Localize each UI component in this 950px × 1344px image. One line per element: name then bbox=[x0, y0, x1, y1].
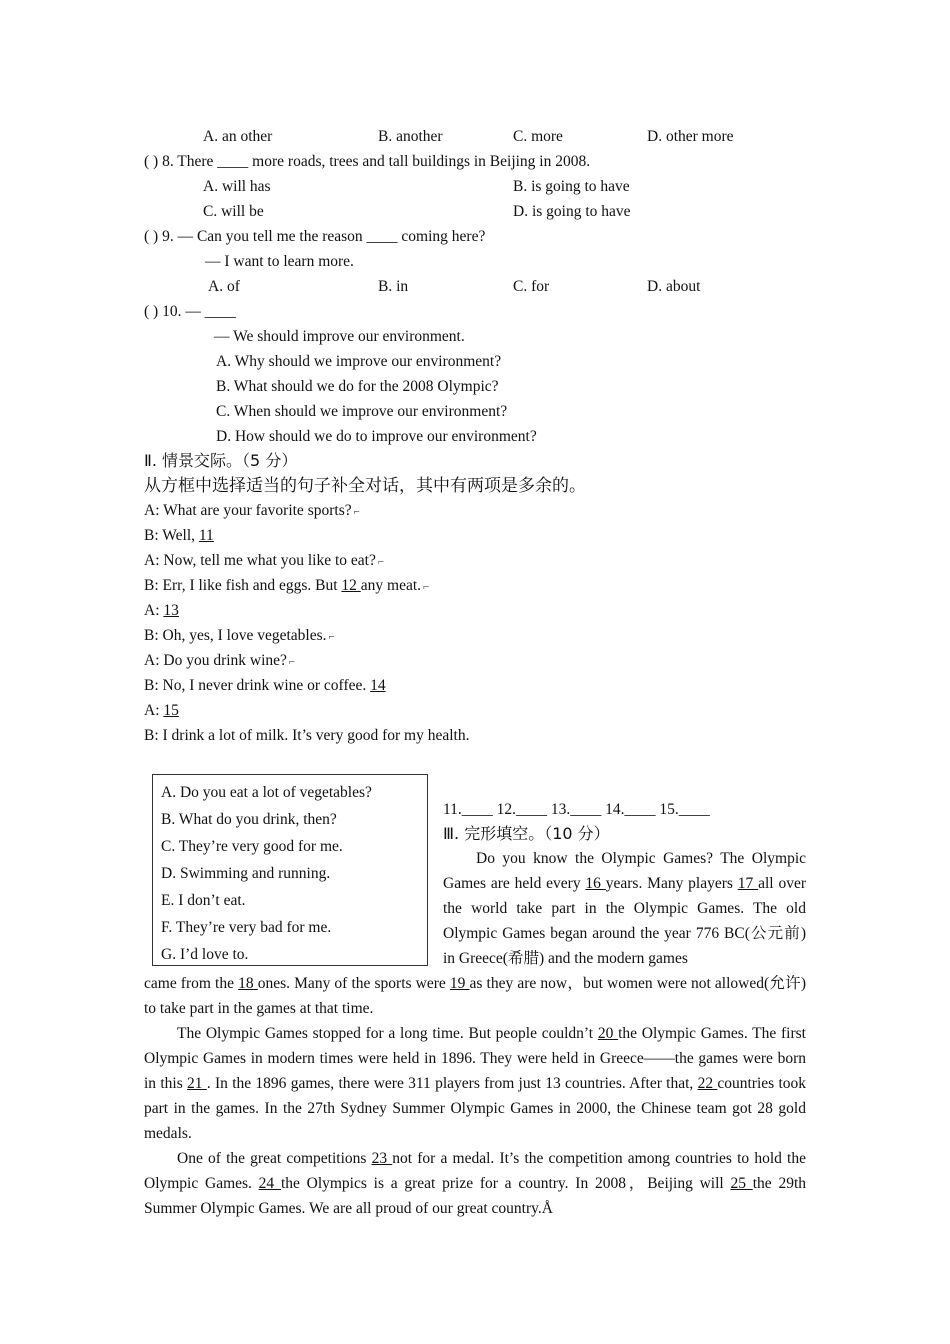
q7-option-b: B. another bbox=[378, 128, 443, 145]
q10-reply: — We should improve our environment. bbox=[214, 328, 465, 345]
option-item: G. I’d love to. bbox=[161, 946, 249, 963]
q9-stem: ( ) 9. — Can you tell me the reason ____ coming here? bbox=[144, 228, 486, 245]
option-item: D. Swimming and running. bbox=[161, 865, 331, 882]
q10-option-d: D. How should we do to improve our environment? bbox=[216, 428, 537, 445]
q10-option-c: C. When should we improve our environment? bbox=[216, 403, 508, 420]
dialog-line: A: 15 bbox=[144, 702, 179, 719]
dialog-line: B: Oh, yes, I love vegetables. ⌐ bbox=[144, 627, 335, 644]
dialog-line: A: Do you drink wine? ⌐ bbox=[144, 652, 296, 669]
dialog-line: B: I drink a lot of milk. It’s very good for my health. bbox=[144, 727, 470, 744]
dialog-line: A: What are your favorite sports? ⌐ bbox=[144, 502, 360, 519]
q10-option-a: A. Why should we improve our environment? bbox=[216, 353, 502, 370]
q8-stem: ( ) 8. There ____ more roads, trees and tall buildings in Beijing in 2008. bbox=[144, 153, 591, 170]
dialog-blank[interactable]: 14 bbox=[370, 677, 386, 694]
dialog-blank[interactable]: 12 bbox=[341, 577, 361, 594]
option-item: F. They’re very bad for me. bbox=[161, 919, 332, 936]
blank-17[interactable]: 17 bbox=[737, 875, 759, 892]
dialog-blank[interactable]: 13 bbox=[163, 602, 179, 619]
paragraph-mark-icon: ⌐ bbox=[288, 656, 296, 668]
option-item: B. What do you drink, then? bbox=[161, 811, 337, 828]
dialog-line: B: Well, 11 bbox=[144, 527, 214, 544]
blank-21[interactable]: 21 bbox=[187, 1075, 207, 1092]
blank-22[interactable]: 22 bbox=[697, 1075, 718, 1092]
q9-option-a: A. of bbox=[208, 278, 240, 295]
dialog-line: B: No, I never drink wine or coffee. 14 bbox=[144, 677, 386, 694]
section-3-title: Ⅲ. 完形填空。（10 分） bbox=[443, 824, 610, 843]
answer-line: 11.____ 12.____ 13.____ 14.____ 15.____ bbox=[443, 801, 710, 818]
options-box bbox=[152, 774, 428, 966]
blank-20[interactable]: 20 bbox=[597, 1025, 619, 1042]
q9-option-b: B. in bbox=[378, 278, 409, 295]
q9-option-d: D. about bbox=[647, 278, 701, 295]
section-2-title: Ⅱ. 情景交际。（5 分） bbox=[144, 451, 298, 470]
q8-option-b: B. is going to have bbox=[513, 178, 630, 195]
q10-stem: ( ) 10. — ____ bbox=[144, 303, 236, 320]
passage-paragraph-1b: came from the 18 ones. Many of the sports were 19 as they are now，but women were not allowed(允许) to take part in the games at that time. bbox=[144, 975, 807, 1017]
dialog-blank[interactable]: 15 bbox=[163, 702, 179, 719]
option-item: C. They’re very good for me. bbox=[161, 838, 343, 855]
q8-option-c: C. will be bbox=[203, 203, 264, 220]
section-2-instruction: 从方框中选择适当的句子补全对话，其中有两项是多余的。 bbox=[144, 476, 586, 496]
dialog-line: B: Err, I like fish and eggs. But 12 any meat. ⌐ bbox=[144, 577, 430, 594]
dialog-line: A: Now, tell me what you like to eat? ⌐ bbox=[144, 552, 385, 569]
option-item: A. Do you eat a lot of vegetables? bbox=[161, 784, 372, 801]
q7-option-d: D. other more bbox=[647, 128, 734, 145]
paragraph-mark-icon: ⌐ bbox=[377, 556, 385, 568]
blank-16[interactable]: 16 bbox=[585, 875, 606, 892]
paragraph-mark-icon: ⌐ bbox=[423, 581, 430, 593]
q9-reply: — I want to learn more. bbox=[205, 253, 354, 270]
blank-24[interactable]: 24 bbox=[258, 1175, 281, 1192]
passage-paragraph-3: One of the great competitions 23 not for a medal. It’s the competition among countries to hold the Olympic Games. 24 the Olympics is a great prize for a country. In 2008，Beijing will 25 the 29th Summer Olympic Games. We are all proud of our great country.Å bbox=[144, 1150, 806, 1217]
dialog-blank[interactable]: 11 bbox=[198, 527, 214, 544]
blank-18[interactable]: 18 bbox=[238, 975, 258, 992]
q8-option-d: D. is going to have bbox=[513, 203, 631, 220]
blank-25[interactable]: 25 bbox=[730, 1175, 753, 1192]
paragraph-mark-icon: ⌐ bbox=[328, 631, 335, 643]
passage-paragraph-1a: Do you know the Olympic Games? The Olympic Games are held every 16 years. Many players 17 all over the world take part in the Olympic Games. The old Olympic Games began around the year 776 BC(公元前) in Greece(希腊) and the modern games bbox=[443, 850, 806, 967]
dialog-line: A: 13 bbox=[144, 602, 179, 619]
paragraph-mark-icon: ⌐ bbox=[353, 506, 360, 518]
q8-option-a: A. will has bbox=[203, 178, 271, 195]
q9-option-c: C. for bbox=[513, 278, 550, 295]
q10-option-b: B. What should we do for the 2008 Olympic? bbox=[216, 378, 499, 395]
option-item: E. I don’t eat. bbox=[161, 892, 246, 909]
blank-19[interactable]: 19 bbox=[449, 975, 470, 992]
q7-option-c: C. more bbox=[513, 128, 563, 145]
blank-23[interactable]: 23 bbox=[371, 1150, 393, 1167]
passage-paragraph-2: The Olympic Games stopped for a long time. But people couldn’t 20 the Olympic Games. The first Olympic Games in modern times were held in 1896. They were held in Greece——the games were born in this 21 . In the 1896 games, there were 311 players from just 13 countries. After that, 22 countries took part in the games. In the 27th Sydney Summer Olympic Games in 2000, the Chinese team got 28 gold medals. bbox=[144, 1025, 807, 1142]
q7-option-a: A. an other bbox=[203, 128, 273, 145]
